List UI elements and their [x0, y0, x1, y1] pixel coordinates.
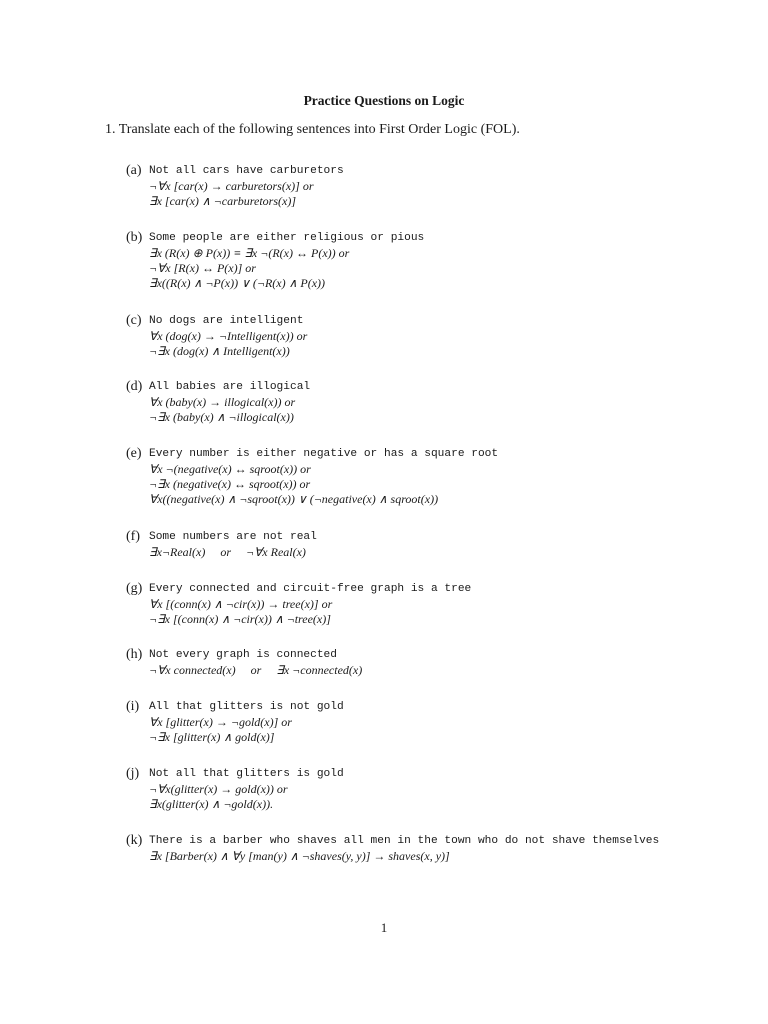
item-sentence: Not all that glitters is gold	[149, 768, 344, 780]
fol-line: ¬∃x (baby(x) ∧ ¬illogical(x))	[149, 410, 294, 424]
item-label: (d)	[126, 379, 143, 394]
fol-line: ∀x((negative(x) ∧ ¬sqroot(x)) ∨ (¬negative(x) ∧ sqroot(x))	[149, 492, 439, 506]
fol-line: ∃x((R(x) ∧ ¬P(x)) ∨ (¬R(x) ∧ P(x))	[149, 276, 326, 290]
fol-line: ¬∃x [glitter(x) ∧ gold(x)]	[149, 730, 275, 744]
item-label: (h)	[126, 647, 143, 662]
fol-line: ¬∀x [R(x) ↔ P(x)] or	[149, 261, 256, 275]
page-number: 1	[380, 920, 388, 935]
fol-line: ∀x (baby(x) → illogical(x)) or	[149, 395, 296, 409]
item-label: (g)	[126, 581, 143, 596]
item-sentence: Every number is either negative or has a square root	[149, 448, 499, 460]
item-sentence: All that glitters is not gold	[149, 701, 344, 713]
item-sentence: There is a barber who shaves all men in the town who do not shave themselves	[149, 835, 660, 847]
fol-line: ¬∀x [car(x) → carburetors(x)] or	[149, 179, 314, 193]
fol-line: ¬∃x [(conn(x) ∧ ¬cir(x)) ∧ ¬tree(x)]	[149, 612, 331, 626]
item-sentence: Not all cars have carburetors	[149, 165, 344, 177]
fol-line: ∃x¬Real(x) or ¬∀x Real(x)	[149, 545, 306, 559]
fol-line: ¬∀x(glitter(x) → gold(x)) or	[149, 782, 288, 796]
fol-line: ¬∃x (negative(x) ↔ sqroot(x)) or	[149, 477, 311, 491]
fol-line: ∃x (R(x) ⊕ P(x)) ≡ ∃x ¬(R(x) ↔ P(x)) or	[149, 246, 350, 260]
item-label: (j)	[126, 766, 140, 781]
item-label: (i)	[126, 699, 140, 714]
item-sentence: No dogs are intelligent	[149, 315, 304, 327]
item-label: (b)	[126, 230, 143, 245]
item-label: (e)	[126, 446, 142, 461]
item-label: (f)	[126, 529, 140, 544]
item-label: (a)	[126, 163, 142, 178]
item-sentence: All babies are illogical	[149, 381, 311, 393]
fol-line: ∀x ¬(negative(x) ↔ sqroot(x)) or	[149, 462, 311, 476]
fol-line: ∀x [glitter(x) → ¬gold(x)] or	[149, 715, 292, 729]
item-sentence: Every connected and circuit-free graph is a tree	[149, 583, 472, 595]
item-sentence: Some numbers are not real	[149, 531, 317, 543]
fol-line: ∀x [(conn(x) ∧ ¬cir(x)) → tree(x)] or	[149, 597, 333, 611]
fol-line: ∃x(glitter(x) ∧ ¬gold(x)).	[149, 797, 274, 811]
fol-line: ∃x [car(x) ∧ ¬carburetors(x)]	[149, 194, 296, 208]
item-sentence: Not every graph is connected	[149, 649, 337, 661]
fol-line: ¬∀x connected(x) or ∃x ¬connected(x)	[149, 663, 363, 677]
item-label: (c)	[126, 313, 142, 328]
page-title: Practice Questions on Logic	[303, 93, 465, 108]
fol-line: ¬∃x (dog(x) ∧ Intelligent(x))	[149, 344, 290, 358]
fol-line: ∃x [Barber(x) ∧ ∀y [man(y) ∧ ¬shaves(y, y)] → shaves(x, y)]	[149, 849, 450, 863]
question-text: 1. Translate each of the following sentences into First Order Logic (FOL).	[105, 122, 520, 137]
item-label: (k)	[126, 833, 143, 848]
item-sentence: Some people are either religious or pious	[149, 232, 425, 244]
fol-line: ∀x (dog(x) → ¬Intelligent(x)) or	[149, 329, 308, 343]
